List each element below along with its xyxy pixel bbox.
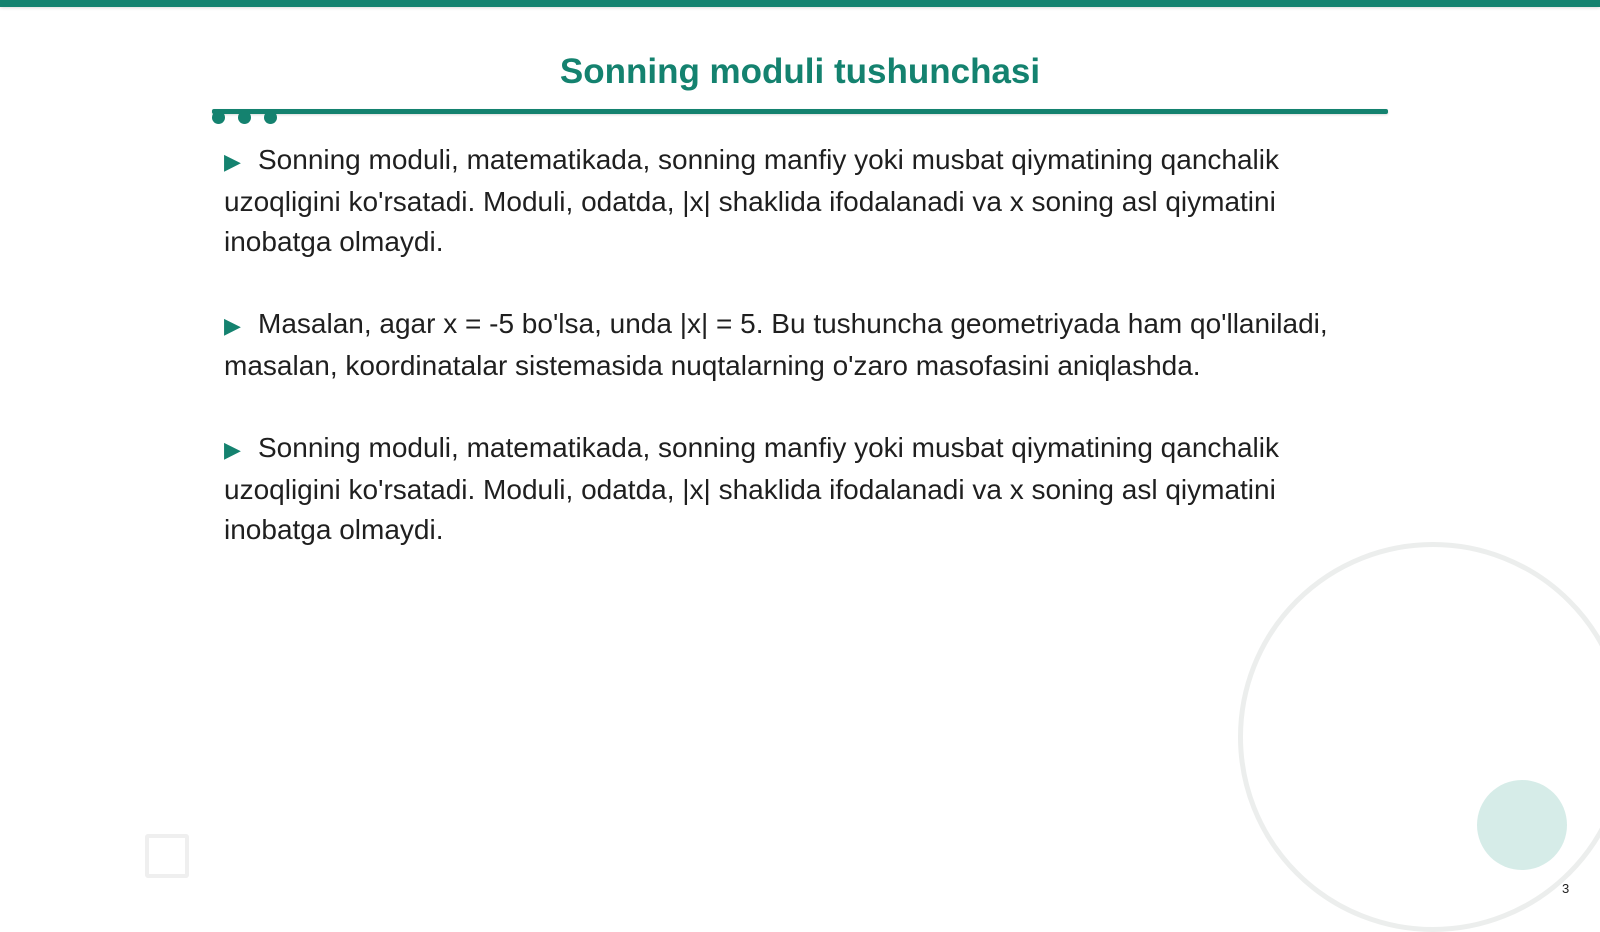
decorative-circle xyxy=(1477,780,1567,870)
decorative-dot xyxy=(264,111,277,124)
paragraph-text: Sonning moduli, matematikada, sonning manfiy yoki musbat qiymatining qanchalik uzoqligini ko'rsatadi. Moduli, odatda, |x| shaklida ifodalanadi va x soning asl qiymatini inobatga olmaydi. xyxy=(224,144,1279,257)
paragraph-text: Sonning moduli, matematikada, sonning manfiy yoki musbat qiymatining qanchalik uzoqligini ko'rsatadi. Moduli, odatda, |x| shaklida ifodalanadi va x soning asl qiymatini inobatga olmaydi. xyxy=(224,432,1279,545)
page-number: 3 xyxy=(1562,881,1570,896)
decorative-ring xyxy=(1238,542,1600,932)
paragraph-text: Masalan, agar x = -5 bo'lsa, unda |x| = 5. Bu tushuncha geometriyada ham qo'llaniladi, masalan, koordinatalar sistemasida nuqtalarning o'zaro masofasini aniqlashda. xyxy=(224,308,1328,381)
slide-title: Sonning moduli tushunchasi xyxy=(559,52,1041,91)
bullet-triangle-icon: ▶ xyxy=(224,313,241,338)
decorative-dot xyxy=(212,111,225,124)
bullet-triangle-icon: ▶ xyxy=(224,149,241,174)
title-underline xyxy=(212,109,1388,114)
bullet-paragraph xyxy=(224,428,1374,550)
top-accent-bar xyxy=(0,0,1600,7)
decorative-square xyxy=(145,834,189,878)
bullet-triangle-icon: ▶ xyxy=(224,437,241,462)
bullet-paragraph xyxy=(224,140,1374,262)
bullet-paragraph xyxy=(224,304,1374,386)
slide-content xyxy=(224,140,1374,592)
decorative-dot xyxy=(238,111,251,124)
